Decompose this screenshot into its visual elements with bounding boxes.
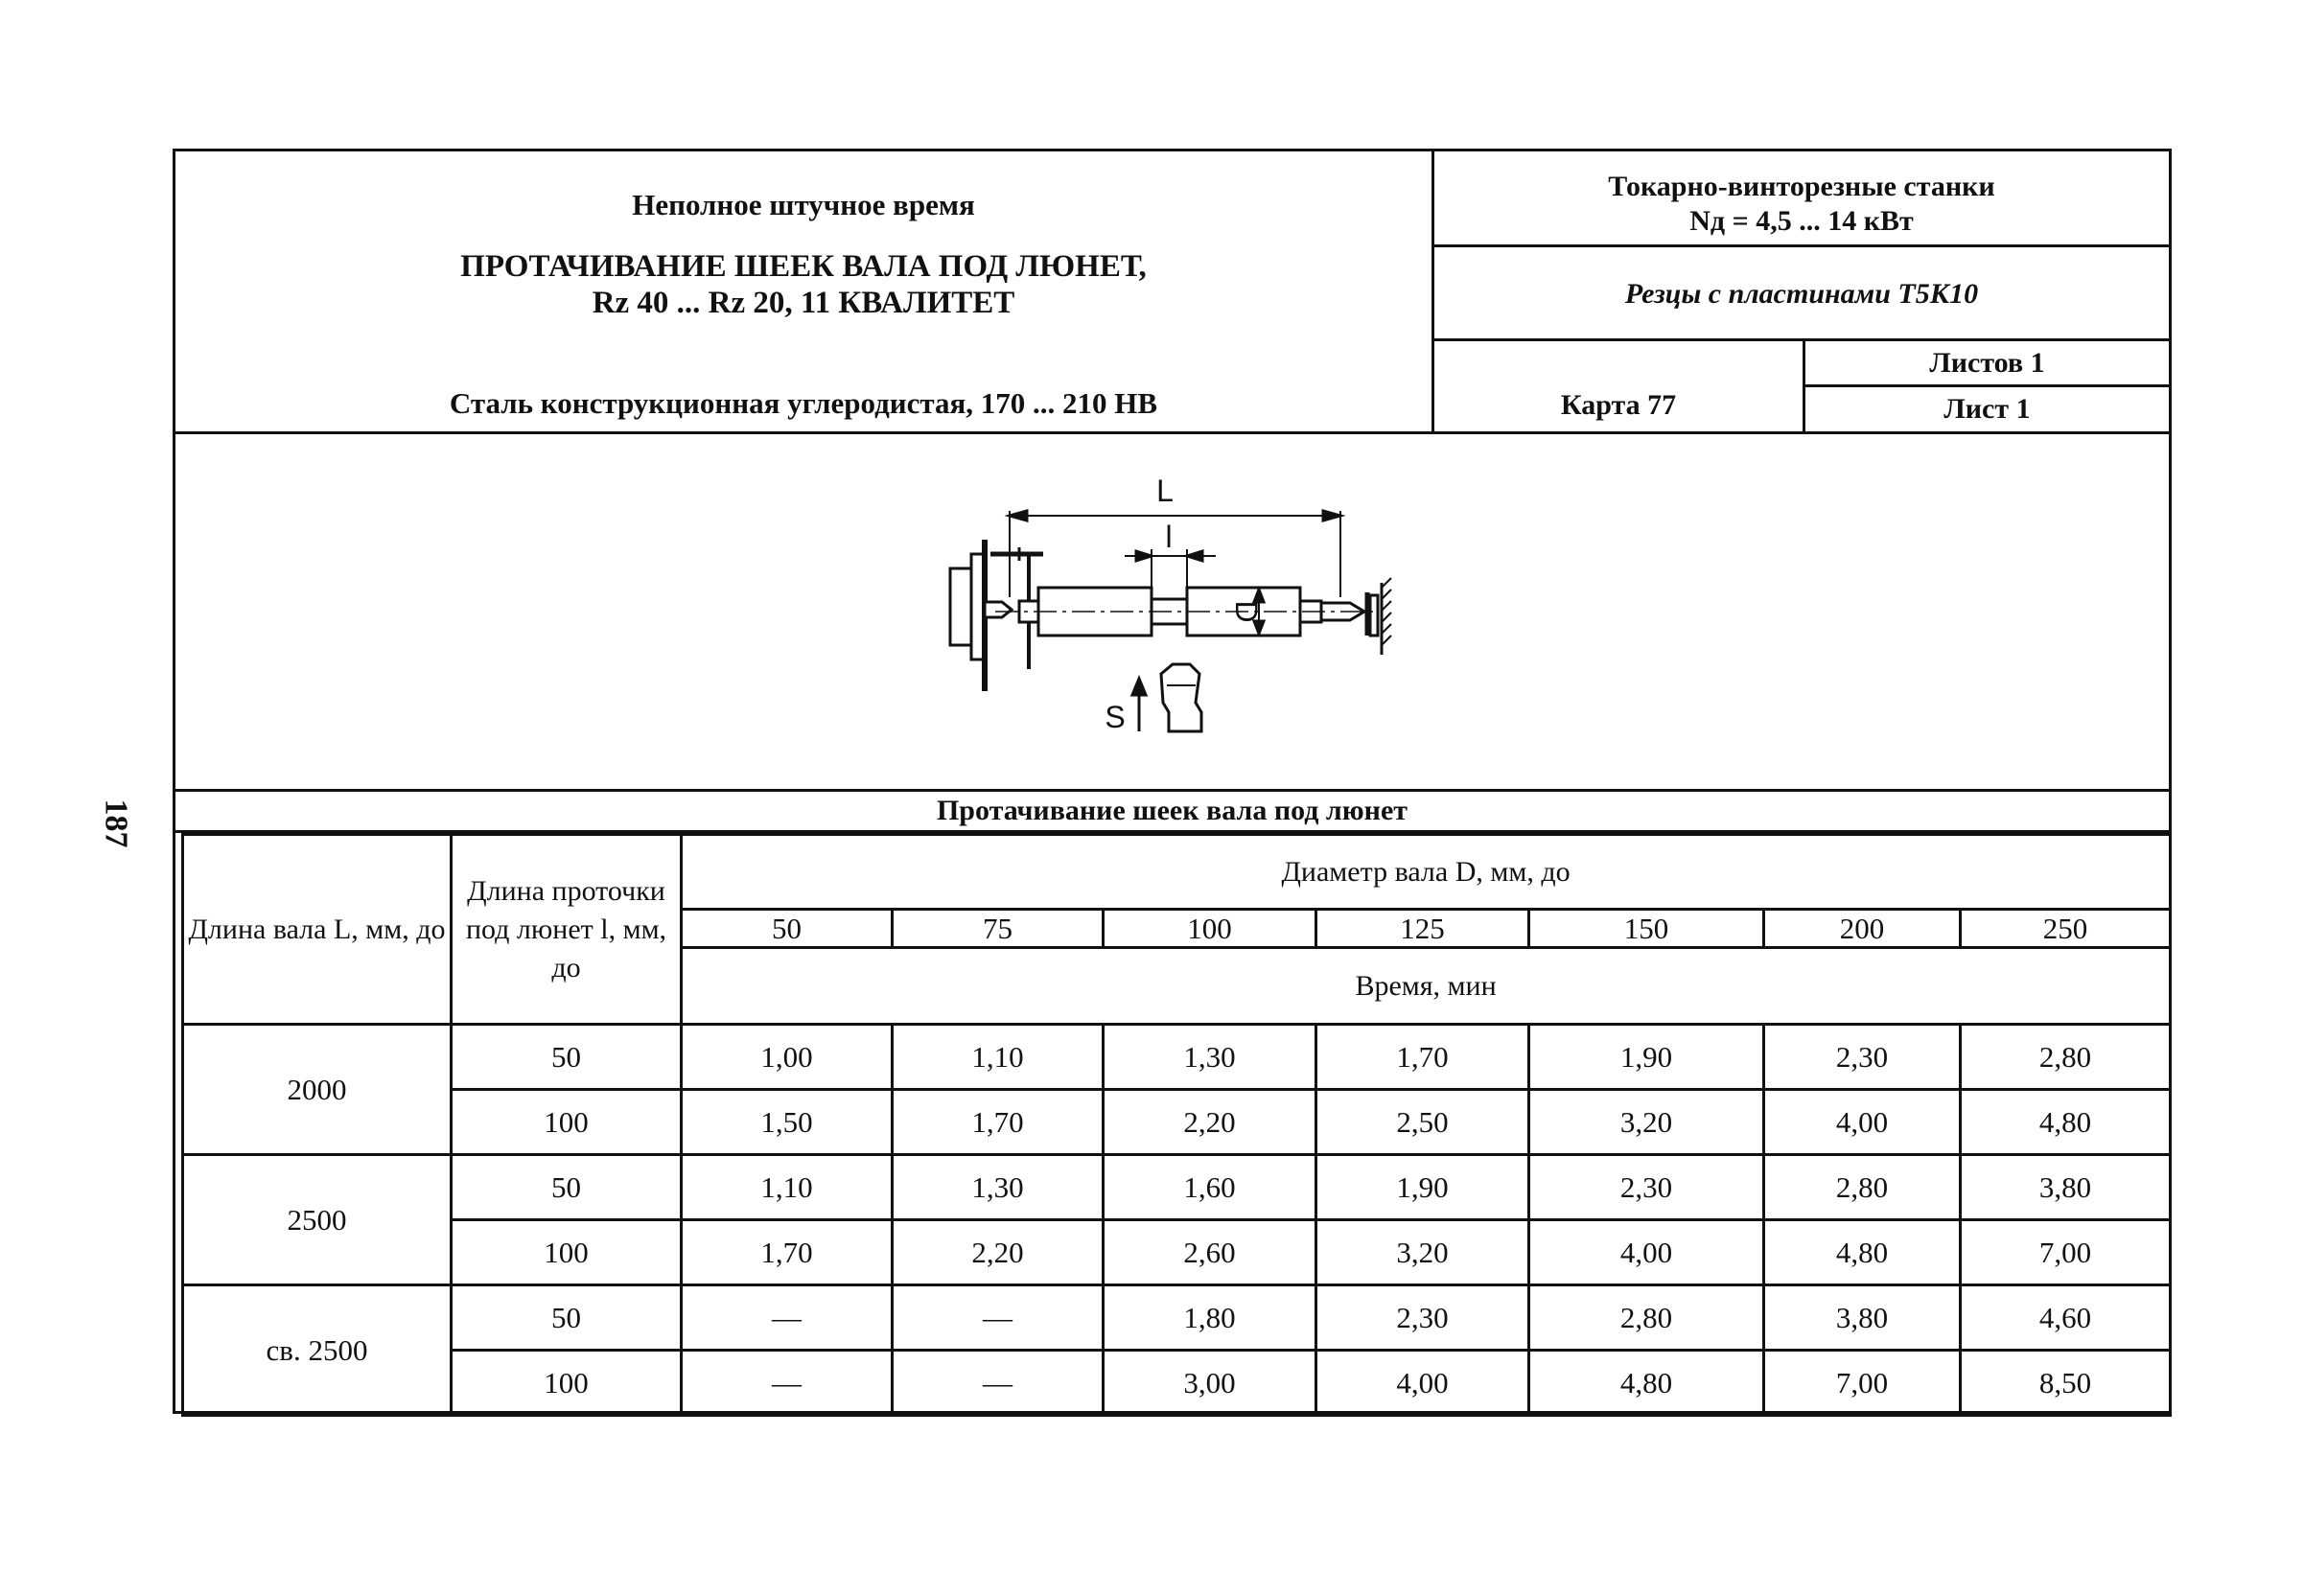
time-cell: 8,50 (1961, 1351, 2171, 1416)
time-cell: 1,70 (682, 1220, 893, 1285)
turn-length-cell: 50 (452, 1155, 682, 1220)
table-row (183, 1220, 2171, 1285)
time-cell: 7,00 (1961, 1220, 2171, 1285)
time-cell: 4,60 (1961, 1285, 2171, 1351)
time-cell: 2,30 (1529, 1155, 1764, 1220)
time-cell: 1,50 (682, 1090, 893, 1155)
time-cell: 1,10 (682, 1155, 893, 1220)
card-number: Карта 77 (1560, 389, 1677, 421)
time-cell: 2,60 (1104, 1220, 1316, 1285)
table-row (183, 1090, 2171, 1155)
sheet-number: Лист 1 (1943, 393, 2031, 425)
title-line-1: ПРОТАЧИВАНИЕ ШЕЕК ВАЛА ПОД ЛЮНЕТ, (460, 249, 1147, 284)
diameter-cell: 150 (1529, 910, 1764, 948)
tools: Резцы с пластинами Т5К10 (1624, 278, 1979, 310)
shaft-length-cell: 2000 (183, 1025, 452, 1155)
table-row (183, 1351, 2171, 1416)
turn-length-cell: 100 (452, 1090, 682, 1155)
table-row (183, 1155, 2171, 1220)
label-D: D (1229, 600, 1264, 623)
time-cell: — (682, 1285, 893, 1351)
time-cell: 1,30 (1104, 1025, 1316, 1090)
time-cell: 3,80 (1764, 1285, 1961, 1351)
machine-type: Токарно-винторезные станки (1608, 171, 1995, 202)
table-row (183, 1025, 2171, 1090)
header-shaft-length: Длина вала L, мм, до (183, 835, 452, 1025)
page-number: 187 (98, 798, 134, 848)
sketch-area (175, 434, 2169, 792)
turn-length-cell: 100 (452, 1220, 682, 1285)
machine-cell (1434, 151, 2169, 247)
header-info-block (1434, 151, 2169, 431)
time-cell: 1,10 (893, 1025, 1104, 1090)
diameter-cell: 100 (1104, 910, 1316, 948)
time-cell: 4,80 (1529, 1351, 1764, 1416)
time-cell: — (682, 1351, 893, 1416)
time-cell: 4,80 (1961, 1090, 2171, 1155)
header-title-block (175, 151, 1434, 431)
time-cell: 2,80 (1961, 1025, 2171, 1090)
time-cell: 3,00 (1104, 1351, 1316, 1416)
time-cell: 1,90 (1529, 1025, 1764, 1090)
time-cell: 2,80 (1529, 1285, 1764, 1351)
time-cell: 1,60 (1104, 1155, 1316, 1220)
table-row (183, 1285, 2171, 1351)
time-cell: 4,80 (1764, 1220, 1961, 1285)
material: Сталь конструкционная углеродистая, 170 ... 210 НВ (449, 386, 1158, 420)
time-cell: 2,20 (893, 1220, 1104, 1285)
time-cell: 2,50 (1316, 1090, 1529, 1155)
diameter-cell: 125 (1316, 910, 1529, 948)
time-cell: 7,00 (1764, 1351, 1961, 1416)
label-S: S (1105, 700, 1126, 734)
diameter-cell: 250 (1961, 910, 2171, 948)
time-table (181, 833, 2172, 1417)
title-line-2: Rz 40 ... Rz 20, 11 КВАЛИТЕТ (592, 286, 1015, 320)
time-cell: 4,00 (1316, 1351, 1529, 1416)
time-cell: 4,00 (1764, 1090, 1961, 1155)
subtitle: Неполное штучное время (632, 188, 975, 221)
turn-length-cell: 50 (452, 1285, 682, 1351)
norm-card (173, 149, 2172, 1414)
time-cell: 2,30 (1764, 1025, 1961, 1090)
time-cell: 3,20 (1529, 1090, 1764, 1155)
header-diameter: Диаметр вала D, мм, до (682, 835, 2171, 910)
diameter-cell: 75 (893, 910, 1104, 948)
time-cell: 1,90 (1316, 1155, 1529, 1220)
time-cell: 3,80 (1961, 1155, 2171, 1220)
time-cell: 1,70 (893, 1090, 1104, 1155)
time-cell: 2,80 (1764, 1155, 1961, 1220)
diameter-cell: 200 (1764, 910, 1961, 948)
time-cell: 2,30 (1316, 1285, 1529, 1351)
time-cell: 1,00 (682, 1025, 893, 1090)
time-label: Время, мин (682, 948, 2171, 1025)
time-cell: 4,00 (1529, 1220, 1764, 1285)
header-turn-length: Длина проточки под люнет l, мм, до (452, 835, 682, 1025)
sheets-total: Листов 1 (1805, 341, 2169, 387)
card-number-cell (1434, 341, 1805, 431)
time-cell: 1,70 (1316, 1025, 1529, 1090)
shaft-length-cell: 2500 (183, 1155, 452, 1285)
machining-sketch (175, 434, 2169, 789)
tools-cell (1434, 247, 2169, 341)
table-title: Протачивание шеек вала под люнет (175, 792, 2169, 833)
turn-length-cell: 50 (452, 1025, 682, 1090)
cutter-tool (1161, 664, 1201, 731)
time-cell: 1,30 (893, 1155, 1104, 1220)
time-cell: 3,20 (1316, 1220, 1529, 1285)
turn-length-cell: 100 (452, 1351, 682, 1416)
time-cell: 2,20 (1104, 1090, 1316, 1155)
time-cell: — (893, 1351, 1104, 1416)
card-header (175, 151, 2169, 434)
time-cell: 1,80 (1104, 1285, 1316, 1351)
label-L: L (1156, 474, 1174, 508)
shaft-length-cell: св. 2500 (183, 1285, 452, 1416)
chuck-body (950, 568, 971, 645)
label-l: l (1165, 520, 1173, 554)
diameter-cell: 50 (682, 910, 893, 948)
machine-power: Nд = 4,5 ... 14 кВт (1689, 205, 1914, 237)
time-cell: — (893, 1285, 1104, 1351)
